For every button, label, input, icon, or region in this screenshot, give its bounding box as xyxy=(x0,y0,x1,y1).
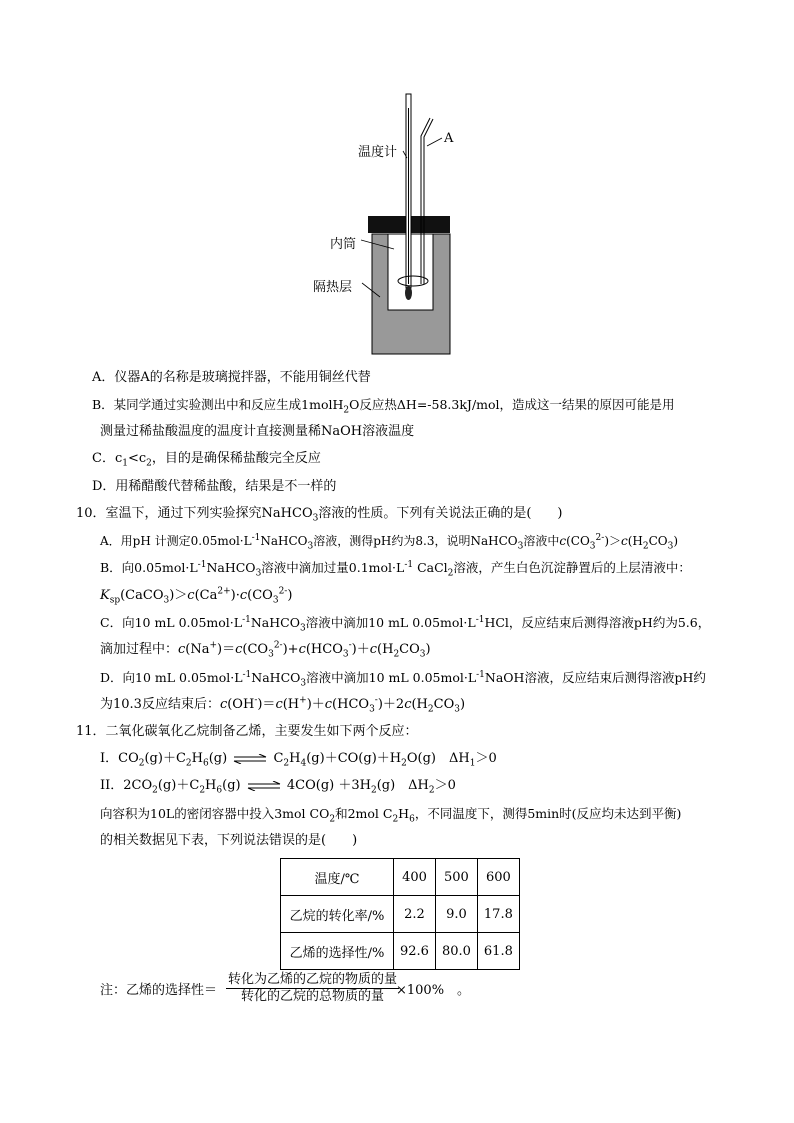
fraction-numerator: 转化为乙烯的乙烷的物质的量 xyxy=(228,972,398,987)
q9-option-D: D．用稀醋酸代替稀盐酸，结果是不一样的 xyxy=(92,479,337,494)
table-cell: 乙烷的转化率/% xyxy=(281,896,394,933)
q11-note-suffix: ×100% 。 xyxy=(396,983,471,998)
table-cell: 乙烯的选择性/% xyxy=(281,933,394,970)
q11-reaction-2: II．$2CO_2(g)+C_2H_6(g)$ $4CO(g) +3H_2(g)$ $\Delta H_2>0$ xyxy=(100,778,456,796)
equilibrium-arrow-icon xyxy=(247,781,281,791)
q10-option-D-line1: D．向10 mL $0.05mol\cdot L^{-1}NaHCO_3$溶液中滴加10 mL $0.05mol\cdot L^{-1}NaOH$溶液，反应结束后测得溶液pH约 xyxy=(100,669,706,689)
equilibrium-arrow-icon xyxy=(233,754,267,764)
q10-option-A: A．用pH 计测定$0.05mol\cdot L^{-1}NaHCO_3$溶液，测得pH约为8.3，说明NaHCO$_3$溶液中$c(CO_3^{2-})>c(H_2CO_3)$ xyxy=(100,533,679,552)
q10-option-B-line1: B．向$0.05mol\cdot L^{-1}NaHCO_3$溶液中滴加过量$0.1mol\cdot L^{-1}$ CaCl$_2$溶液，产生白色沉淀静置后的上层清液中： xyxy=(100,559,691,579)
q11-reaction-1: I．$CO_2(g)+C_2H_6(g)$ $C_2H_4(g)+CO(g)+H_2O(g)$ $\Delta H_1>0$ xyxy=(100,751,497,769)
table-cell: 17.8 xyxy=(477,896,519,933)
q9-option-C: C．$c_1<c_2$，目的是确保稀盐酸完全反应 xyxy=(92,451,321,469)
table-row xyxy=(281,859,520,896)
table-cell: 80.0 xyxy=(435,933,477,970)
table-cell: 2.2 xyxy=(394,896,436,933)
calorimeter-figure xyxy=(300,88,500,358)
table-cell: 9.0 xyxy=(435,896,477,933)
q10-option-C-line1: C．向10 mL $0.05mol\cdot L^{-1}NaHCO_3$溶液中滴加10 mL $0.05mol\cdot L^{-1}HCl$，反应结束后测得溶液pH约为5.6， xyxy=(100,614,711,634)
fraction-denominator: 转化的乙烷的总物质的量 xyxy=(241,989,385,1004)
q9-option-B-line2: 测量过稀盐酸温度的温度计直接测量稀NaOH溶液温度 xyxy=(100,424,415,439)
table-cell: 温度/℃ xyxy=(281,859,394,896)
table-row xyxy=(281,933,520,970)
label-inner-cup: 内筒 xyxy=(330,237,357,252)
table-cell: 92.6 xyxy=(394,933,436,970)
table-row xyxy=(281,896,520,933)
q10-option-B-line2: $K_{sp}(CaCO_3)>c(Ca^{2+})\cdot c(CO_3^{2-})$ xyxy=(100,586,293,606)
thermometer-bulb xyxy=(405,286,412,300)
q11-stem: 11．二氧化碳氧化乙烷制备乙烯，主要发生如下两个反应： xyxy=(76,724,418,739)
q11-data-table xyxy=(280,858,520,970)
table-cell: 61.8 xyxy=(477,933,519,970)
q11-paragraph-line2: 的相关数据见下表，下列说法错误的是( ) xyxy=(100,833,358,848)
q10-option-C-line2: 滴加过程中：$c(Na^+)=c(CO_3^{2-})+c(HCO_3^-)+c(H_2CO_3)$ xyxy=(100,640,431,660)
table-cell: 600 xyxy=(477,859,519,896)
q11-note-prefix: 注：乙烯的选择性＝ xyxy=(100,983,218,998)
table-cell: 500 xyxy=(435,859,477,896)
q10-option-D-line2: 为10.3反应结束后：$c(OH^-)=c(H^+)+c(HCO_3^-)+2c(H_2CO_3)$ xyxy=(100,695,466,715)
q9-option-B-line1: B．某同学通过实验测出中和反应生成1molH$_2$O反应热ΔH=-58.3kJ/mol，造成这一结果的原因可能是用 xyxy=(92,397,675,416)
q10-stem: 10．室温下，通过下列实验探究NaHCO$_3$溶液的性质。下列有关说法正确的是( ) xyxy=(76,506,563,524)
table-cell: 400 xyxy=(394,859,436,896)
label-A: A xyxy=(444,131,454,146)
label-insulation: 隔热层 xyxy=(313,280,353,295)
label-thermometer: 温度计 xyxy=(358,145,398,160)
q11-paragraph-line1: 向容积为10L的密闭容器中投入3mol $CO_2$和2mol $C_2H_6$，不同温度下，测得5min时(反应均未达到平衡) xyxy=(100,806,682,825)
q9-option-A: A．仪器A的名称是玻璃搅拌器，不能用铜丝代替 xyxy=(92,370,371,385)
q11-selectivity-fraction xyxy=(226,972,399,1005)
